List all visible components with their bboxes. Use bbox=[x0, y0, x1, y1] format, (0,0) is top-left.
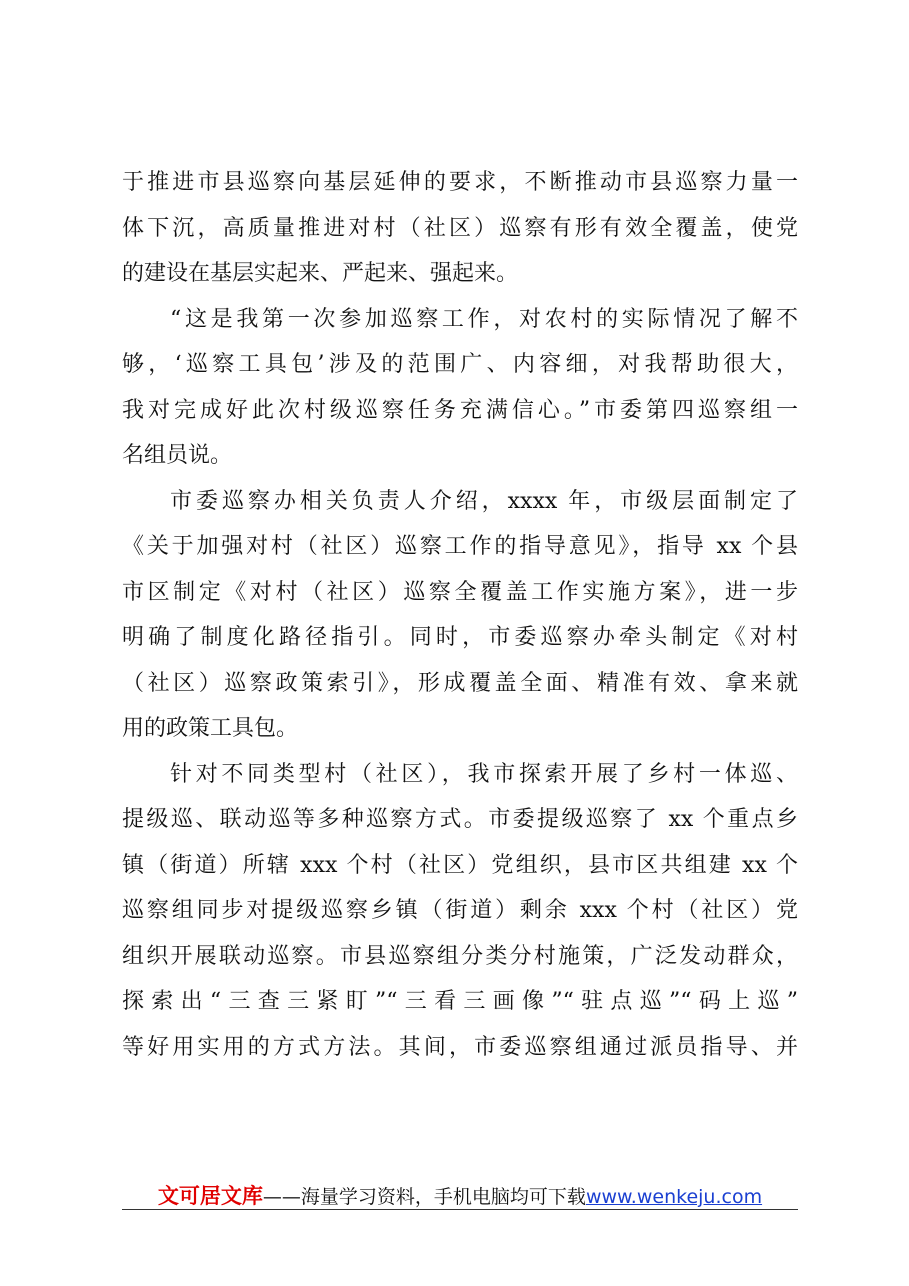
paragraph-line: 探索出“三查三紧盯”“三看三画像”“驻点巡”“码上巡” bbox=[122, 989, 798, 1014]
paragraph-line: 市委巡察办相关负责人介绍，xxxx 年，市级层面制定了 bbox=[170, 488, 798, 514]
footer-website-link[interactable]: www.wenkeju.com bbox=[585, 1186, 763, 1208]
paragraph bbox=[122, 479, 798, 752]
paragraph-line: 用的政策工具包。 bbox=[122, 716, 299, 741]
footer-dash: —— bbox=[262, 1186, 301, 1208]
paragraph-line: 于推进市县巡察向基层延伸的要求，不断推动市县巡察力量一 bbox=[122, 170, 798, 195]
paragraph bbox=[122, 752, 798, 1071]
footer-brand: 文可居文库 bbox=[157, 1184, 263, 1208]
footer-tagline: 海量学习资料，手机电脑均可下载 bbox=[300, 1186, 586, 1208]
paragraph-line: 组织开展联动巡察。市县巡察组分类分村施策，广泛发动群众， bbox=[122, 943, 798, 969]
paragraph bbox=[122, 297, 798, 479]
paragraph-line: 镇（街道）所辖 xxx 个村（社区）党组织，县市区共组建 xx 个 bbox=[122, 852, 798, 878]
paragraph-line: 《关于加强对村（社区）巡察工作的指导意见》，指导 xx 个县 bbox=[122, 534, 798, 559]
paragraph-line: 市区制定《对村（社区）巡察全覆盖工作实施方案》，进一步 bbox=[122, 579, 798, 605]
paragraph-line: 巡察组同步对提级巡察乡镇（街道）剩余 xxx 个村（社区）党 bbox=[122, 898, 798, 923]
paragraph-line: 针对不同类型村（社区），我市探索开展了乡村一体巡、 bbox=[170, 761, 798, 787]
footer-rule bbox=[122, 1209, 798, 1210]
document-body bbox=[122, 160, 798, 1070]
paragraph-line: 提级巡、联动巡等多种巡察方式。市委提级巡察了 xx 个重点乡 bbox=[122, 807, 798, 832]
paragraph-line: 明确了制度化路径指引。同时，市委巡察办牵头制定《对村 bbox=[122, 625, 798, 650]
paragraph-line: 我对完成好此次村级巡察任务充满信心。”市委第四巡察组一 bbox=[122, 397, 798, 423]
paragraph bbox=[122, 160, 798, 297]
paragraph-line: 的建设在基层实起来、严起来、强起来。 bbox=[122, 261, 519, 286]
paragraph-line: （社区）巡察政策索引》，形成覆盖全面、精准有效、拿来就 bbox=[122, 670, 798, 696]
paragraph-line: 等好用实用的方式方法。其间，市委巡察组通过派员指导、并 bbox=[122, 1034, 798, 1060]
paragraph-line: 体下沉，高质量推进对村（社区）巡察有形有效全覆盖，使党 bbox=[122, 215, 798, 241]
paragraph-line: 够，‘巡察工具包’涉及的范围广、内容细，对我帮助很大， bbox=[122, 352, 798, 377]
paragraph-line: “这是我第一次参加巡察工作，对农村的实际情况了解不 bbox=[170, 306, 798, 332]
paragraph-line: 名组员说。 bbox=[122, 443, 233, 468]
page-footer bbox=[122, 1180, 798, 1210]
